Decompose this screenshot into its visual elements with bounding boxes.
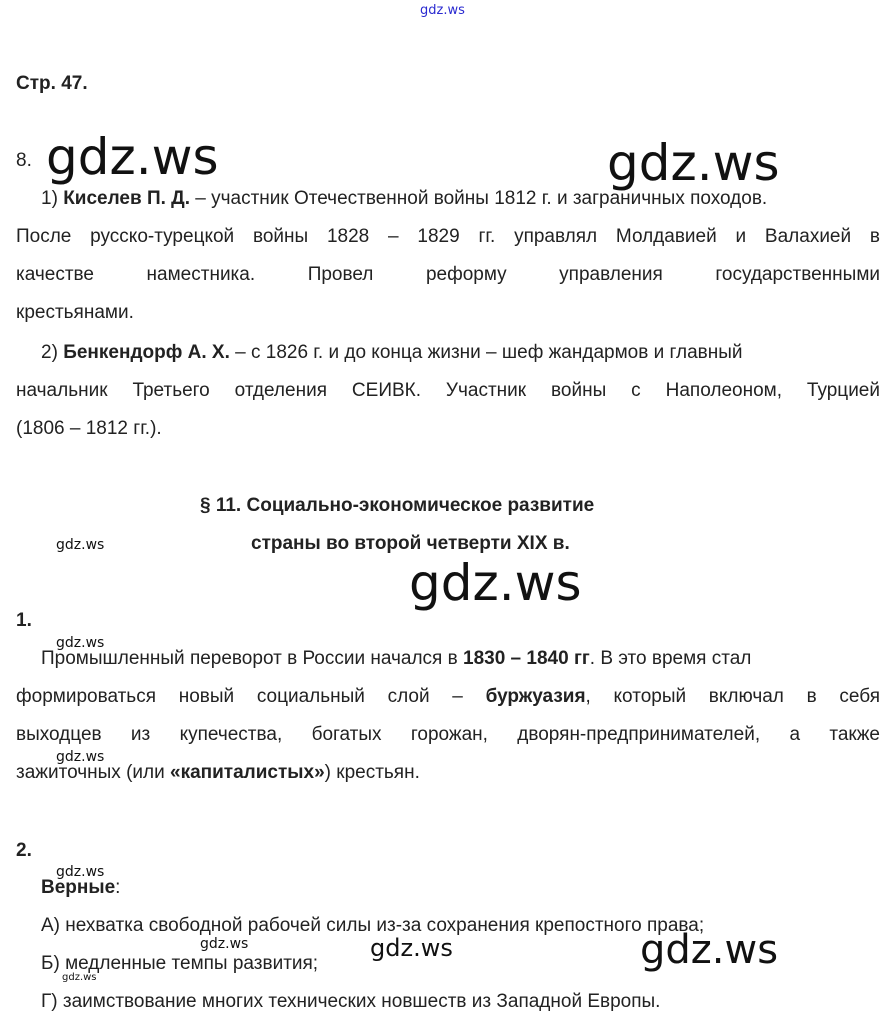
task-2-number: 2. (16, 840, 32, 861)
task-8-item-1-line-3: качестве наместника. Провел реформу управления государственными (16, 264, 880, 285)
task-1-line-3: выходцев из купечества, богатых горожан, дворян-предпринимателей, а также (16, 724, 880, 745)
task-2-option-b: Б) медленные темпы развития; (41, 953, 319, 974)
watermark-big-3: gdz.ws (409, 554, 582, 612)
task-8-item-2-line-2: начальник Третьего отделения СЕИВК. Участник войны с Наполеоном, Турцией (16, 380, 880, 401)
watermark-big-1: gdz.ws (46, 128, 219, 186)
watermark-big-4: gdz.ws (640, 927, 779, 973)
watermark-mid: gdz.ws (370, 934, 453, 962)
watermark-small-1: gdz.ws (56, 537, 105, 553)
task-8-item-2-line-1: 2) Бенкендорф А. Х. – с 1826 г. и до конца жизни – шеф жандармов и главный (41, 342, 743, 363)
task-1-line-1: Промышленный переворот в России начался в 1830 – 1840 гг. В это время стал (41, 648, 752, 669)
watermark-top: gdz.ws (420, 3, 465, 18)
task-8-number: 8. (16, 150, 32, 171)
task-2-correct-label: Верные: (41, 877, 121, 898)
task-8-item-1-line-2: После русско-турецкой войны 1828 – 1829 гг. управлял Молдавией и Валахией в (16, 226, 880, 247)
task-1-number: 1. (16, 610, 32, 631)
task-8-item-2-line-3: (1806 – 1812 гг.). (16, 418, 162, 439)
task-8-item-1-line-4: крестьянами. (16, 302, 134, 323)
task-2-option-a: А) нехватка свободной рабочей силы из-за сохранения крепостного права; (41, 915, 705, 936)
section-title-line-2: страны во второй четверти XIX в. (251, 533, 570, 554)
watermark-small-5: gdz.ws (200, 936, 249, 952)
watermark-small-3: gdz.ws (56, 749, 105, 765)
watermark-big-2: gdz.ws (607, 134, 780, 192)
task-1-line-4: зажиточных (или «капиталистых») крестьян. (16, 762, 420, 783)
task-2-option-g: Г) заимствование многих технических новшеств из Западной Европы. (41, 991, 661, 1012)
watermark-tiny: gdz.ws (62, 972, 97, 983)
task-8-item-1-line-1: 1) Киселев П. Д. – участник Отечественной войны 1812 г. и заграничных походов. (41, 188, 768, 209)
section-title-line-1: § 11. Социально-экономическое развитие (200, 495, 595, 516)
watermark-small-2: gdz.ws (56, 635, 105, 651)
task-1-line-2: формироваться новый социальный слой – буржуазия, который включал в себя (16, 686, 880, 707)
watermark-small-4: gdz.ws (56, 864, 105, 880)
page-label: Стр. 47. (16, 73, 88, 94)
